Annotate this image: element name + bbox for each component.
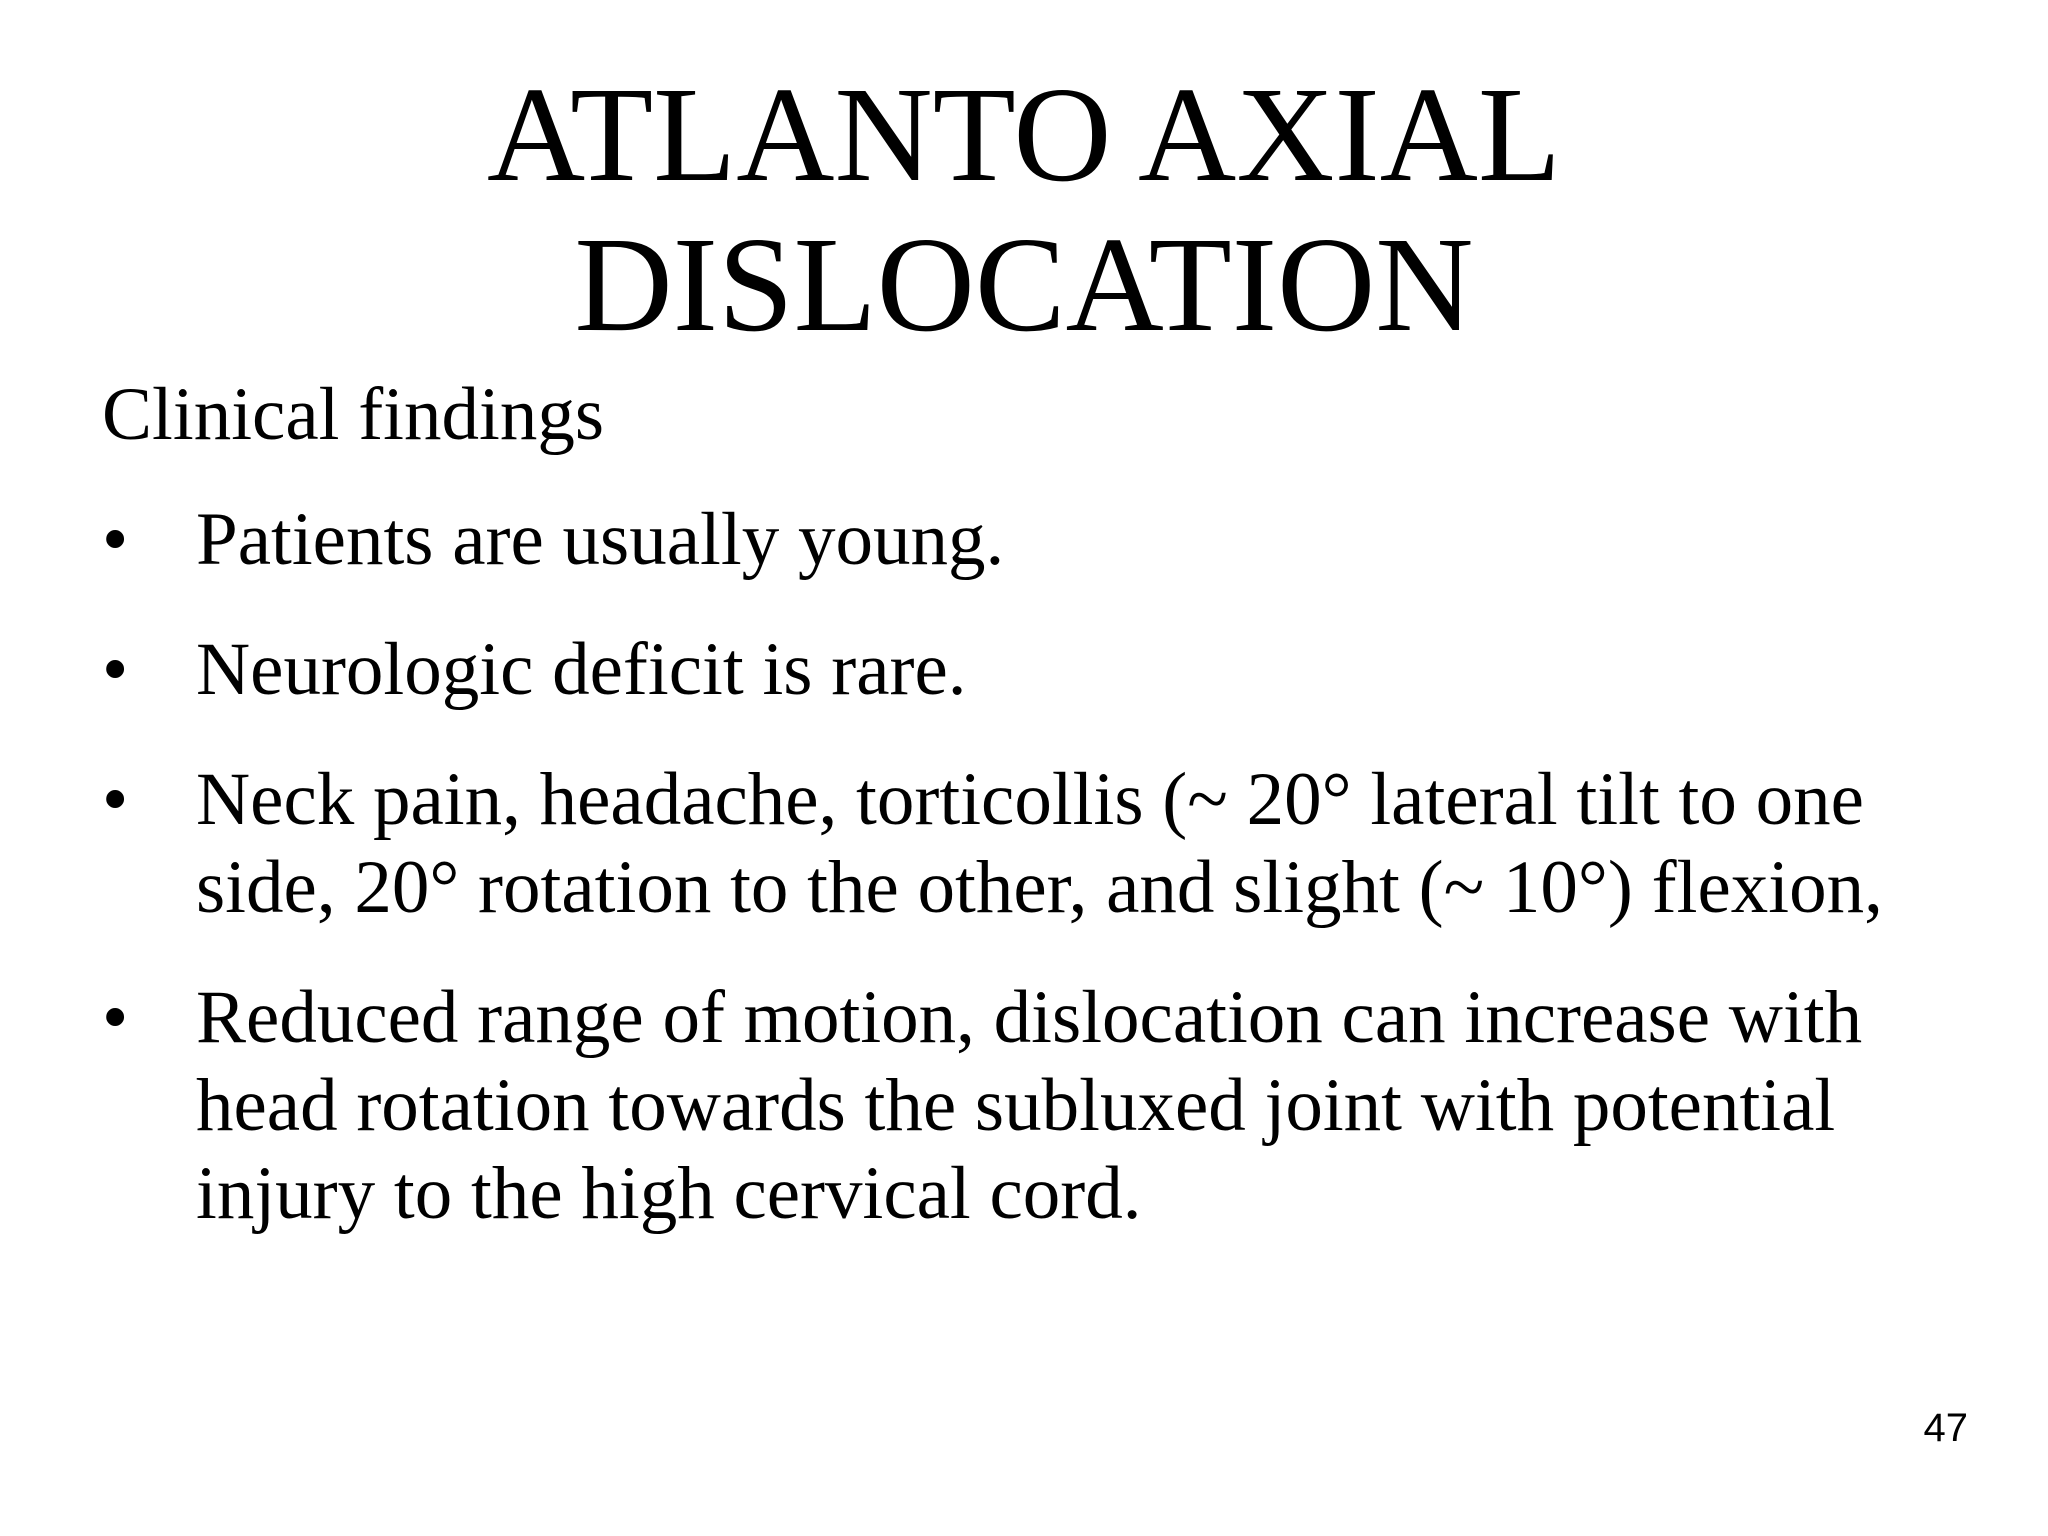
bullet-icon: • <box>102 628 129 711</box>
bullet-text: Neurologic deficit is rare. <box>196 628 967 711</box>
bullet-icon: • <box>102 758 129 841</box>
bullet-text: Neck pain, headache, torticollis (~ 20° lateral tilt to one side, 20° rotation to the other, and slight (~ 10°) flexion, <box>196 758 1883 929</box>
bullet-item <box>102 974 1982 1238</box>
slide-title <box>0 60 2048 360</box>
title-line: DISLOCATION <box>574 210 1474 360</box>
bullet-item <box>102 756 1982 932</box>
bullet-icon: • <box>102 498 129 581</box>
section-heading: Clinical findings <box>102 373 605 456</box>
bullet-text: Reduced range of motion, dislocation can increase with head rotation towards the subluxed joint with potential injury to the high cervical cord. <box>196 976 1863 1235</box>
bullet-icon: • <box>102 976 129 1059</box>
page-number: 47 <box>1923 1406 1968 1450</box>
bullet-item <box>102 496 1982 584</box>
bullet-item <box>102 626 1982 714</box>
title-line: ATLANTO AXIAL <box>486 60 1562 210</box>
bullet-list <box>102 496 1982 1238</box>
bullet-text: Patients are usually young. <box>196 498 1005 581</box>
